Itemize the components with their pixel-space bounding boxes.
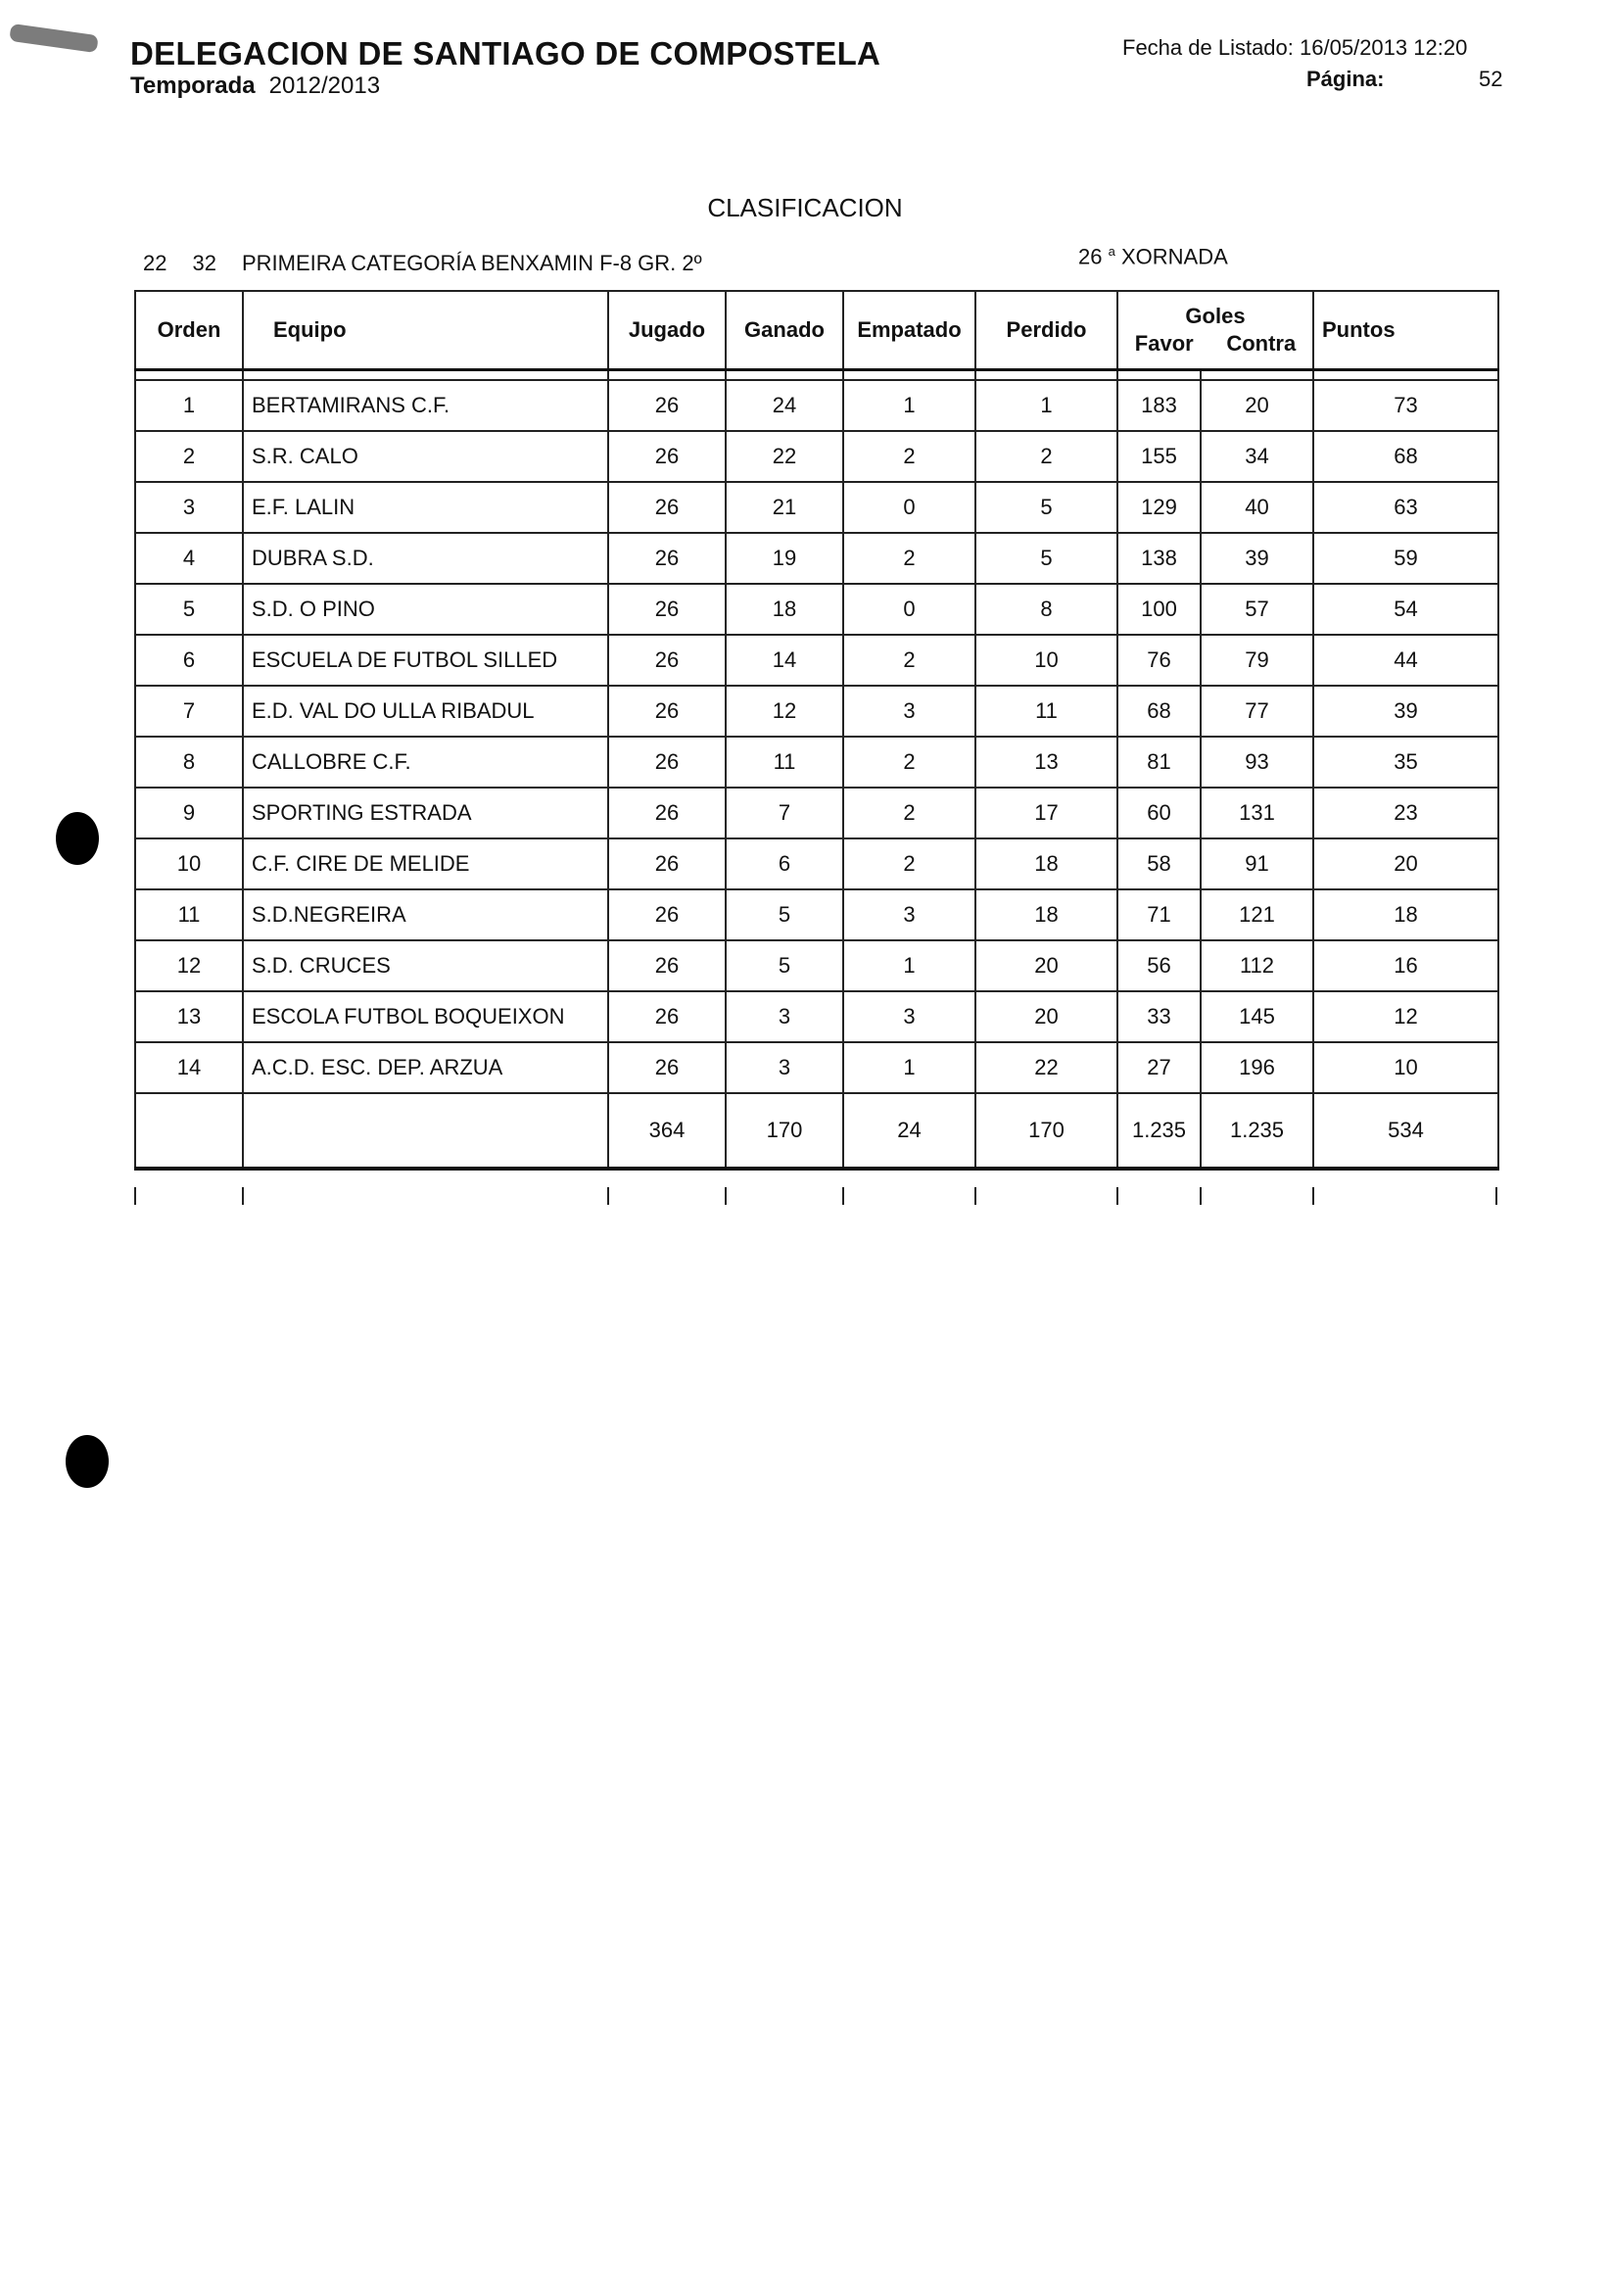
- cell-equipo: BERTAMIRANS C.F.: [243, 380, 608, 431]
- cell-favor: 155: [1117, 431, 1201, 482]
- cell-jugado: 26: [608, 686, 726, 737]
- cell-favor: 183: [1117, 380, 1201, 431]
- table-row: [135, 584, 1498, 635]
- table-row: [135, 380, 1498, 431]
- table-row: [135, 431, 1498, 482]
- cell-jugado: 26: [608, 533, 726, 584]
- cell-contra: 91: [1201, 838, 1313, 889]
- standings-table: [134, 290, 1499, 1171]
- cell-puntos: 73: [1313, 380, 1498, 431]
- cell-ganado: 3: [726, 1042, 843, 1093]
- cell-ganado: 5: [726, 940, 843, 991]
- cell-puntos: 54: [1313, 584, 1498, 635]
- cell-jugado: 26: [608, 584, 726, 635]
- cell-empatado: 2: [843, 737, 975, 788]
- cell-contra: 131: [1201, 788, 1313, 838]
- cell-orden: 9: [135, 788, 243, 838]
- cell-puntos: 23: [1313, 788, 1498, 838]
- cell-perdido: 18: [975, 838, 1117, 889]
- cell-puntos: 59: [1313, 533, 1498, 584]
- cell-orden: 11: [135, 889, 243, 940]
- table-rule: [607, 1187, 609, 1205]
- table-rule: [1200, 1187, 1202, 1205]
- cell-equipo: S.D. CRUCES: [243, 940, 608, 991]
- listing-date: [1122, 35, 1467, 61]
- cell-orden: 5: [135, 584, 243, 635]
- cell-contra: 79: [1201, 635, 1313, 686]
- cell-empatado: 2: [843, 431, 975, 482]
- table-rule: [1116, 1187, 1118, 1205]
- cell-perdido: 11: [975, 686, 1117, 737]
- cell-puntos: 16: [1313, 940, 1498, 991]
- col-goles: [1117, 291, 1313, 370]
- col-contra: Contra: [1226, 331, 1297, 356]
- cell-equipo: S.D. O PINO: [243, 584, 608, 635]
- cell-favor: 129: [1117, 482, 1201, 533]
- cell-ganado: 21: [726, 482, 843, 533]
- col-empatado: Empatado: [843, 291, 975, 370]
- table-rule: [974, 1187, 976, 1205]
- cell-ganado: 3: [726, 991, 843, 1042]
- cell-jugado: 26: [608, 431, 726, 482]
- table-rule: [1312, 1187, 1314, 1205]
- cell-equipo: ESCOLA FUTBOL BOQUEIXON: [243, 991, 608, 1042]
- total-favor: 1.235: [1117, 1093, 1201, 1169]
- cell-empatado: 0: [843, 482, 975, 533]
- cell-orden: 6: [135, 635, 243, 686]
- cell-puntos: 35: [1313, 737, 1498, 788]
- cell-jugado: 26: [608, 737, 726, 788]
- cell-empatado: 3: [843, 991, 975, 1042]
- cell-perdido: 5: [975, 533, 1117, 584]
- cell-orden: 14: [135, 1042, 243, 1093]
- cell-orden: 3: [135, 482, 243, 533]
- cell-favor: 138: [1117, 533, 1201, 584]
- table-row: [135, 788, 1498, 838]
- table-row: [135, 686, 1498, 737]
- cell-favor: 81: [1117, 737, 1201, 788]
- cell-equipo: S.D.NEGREIRA: [243, 889, 608, 940]
- cell-perdido: 1: [975, 380, 1117, 431]
- cell-ganado: 12: [726, 686, 843, 737]
- col-jugado: Jugado: [608, 291, 726, 370]
- cell-jugado: 26: [608, 380, 726, 431]
- cell-perdido: 17: [975, 788, 1117, 838]
- cell-empatado: 2: [843, 788, 975, 838]
- totals-row: [135, 1093, 1498, 1169]
- cell-favor: 76: [1117, 635, 1201, 686]
- season-label: Temporada: [130, 72, 256, 99]
- cell-favor: 68: [1117, 686, 1201, 737]
- cell-equipo: C.F. CIRE DE MELIDE: [243, 838, 608, 889]
- cell-empatado: 2: [843, 533, 975, 584]
- cell-contra: 112: [1201, 940, 1313, 991]
- total-contra: 1.235: [1201, 1093, 1313, 1169]
- cell-contra: 20: [1201, 380, 1313, 431]
- organization-name: DELEGACION DE SANTIAGO DE COMPOSTELA: [130, 35, 881, 72]
- cell-ganado: 24: [726, 380, 843, 431]
- cell-jugado: 26: [608, 788, 726, 838]
- goles-label: Goles: [1185, 304, 1246, 328]
- cell-puntos: 12: [1313, 991, 1498, 1042]
- table-rule: [134, 1187, 136, 1205]
- cell-ganado: 6: [726, 838, 843, 889]
- table-rule: [725, 1187, 727, 1205]
- cell-equipo: CALLOBRE C.F.: [243, 737, 608, 788]
- season: [130, 72, 380, 100]
- total-empatado: 24: [843, 1093, 975, 1169]
- jornada-label: XORNADA: [1120, 244, 1228, 269]
- category-name: PRIMEIRA CATEGORÍA BENXAMIN F-8 GR. 2º: [241, 251, 702, 275]
- table-row: [135, 635, 1498, 686]
- cell-favor: 100: [1117, 584, 1201, 635]
- cell-puntos: 20: [1313, 838, 1498, 889]
- page-label: Página:: [1306, 67, 1385, 91]
- cell-contra: 34: [1201, 431, 1313, 482]
- total-ganado: 170: [726, 1093, 843, 1169]
- table-row: [135, 482, 1498, 533]
- cell-orden: 2: [135, 431, 243, 482]
- cell-contra: 77: [1201, 686, 1313, 737]
- cell-ganado: 14: [726, 635, 843, 686]
- page-title: CLASIFICACION: [707, 193, 903, 222]
- page-number: 52: [1479, 67, 1503, 91]
- cell-empatado: 2: [843, 838, 975, 889]
- fecha-label: Fecha de Listado:: [1122, 35, 1294, 60]
- jornada-ordinal: a: [1108, 244, 1115, 259]
- cell-jugado: 26: [608, 889, 726, 940]
- cell-equipo: S.R. CALO: [243, 431, 608, 482]
- cell-equipo: ESCUELA DE FUTBOL SILLED: [243, 635, 608, 686]
- cell-puntos: 39: [1313, 686, 1498, 737]
- cell-orden: 12: [135, 940, 243, 991]
- cell-ganado: 11: [726, 737, 843, 788]
- cell-perdido: 20: [975, 991, 1117, 1042]
- table-rule: [1495, 1187, 1497, 1205]
- col-ganado: Ganado: [726, 291, 843, 370]
- cell-perdido: 20: [975, 940, 1117, 991]
- cell-jugado: 26: [608, 482, 726, 533]
- cell-orden: 1: [135, 380, 243, 431]
- cell-perdido: 2: [975, 431, 1117, 482]
- cell-puntos: 10: [1313, 1042, 1498, 1093]
- cell-favor: 27: [1117, 1042, 1201, 1093]
- punch-hole: [56, 812, 99, 865]
- cell-ganado: 18: [726, 584, 843, 635]
- total-jugado: 364: [608, 1093, 726, 1169]
- cell-contra: 39: [1201, 533, 1313, 584]
- cell-empatado: 1: [843, 1042, 975, 1093]
- table-row: [135, 533, 1498, 584]
- table-row: [135, 838, 1498, 889]
- cell-ganado: 5: [726, 889, 843, 940]
- cell-empatado: 3: [843, 889, 975, 940]
- table-rule: [242, 1187, 244, 1205]
- cell-jugado: 26: [608, 838, 726, 889]
- col-puntos: Puntos: [1313, 291, 1498, 370]
- scan-smudge: [9, 24, 99, 53]
- header-spacer: [135, 370, 1498, 381]
- cell-contra: 196: [1201, 1042, 1313, 1093]
- cell-contra: 40: [1201, 482, 1313, 533]
- cell-favor: 60: [1117, 788, 1201, 838]
- punch-hole: [66, 1435, 109, 1488]
- table-row: [135, 889, 1498, 940]
- cell-perdido: 5: [975, 482, 1117, 533]
- cell-contra: 57: [1201, 584, 1313, 635]
- cell-equipo: E.F. LALIN: [243, 482, 608, 533]
- cell-jugado: 26: [608, 940, 726, 991]
- cell-empatado: 0: [843, 584, 975, 635]
- cell-contra: 121: [1201, 889, 1313, 940]
- cell-contra: 145: [1201, 991, 1313, 1042]
- cell-ganado: 19: [726, 533, 843, 584]
- cell-orden: 8: [135, 737, 243, 788]
- cell-equipo: E.D. VAL DO ULLA RIBADUL: [243, 686, 608, 737]
- category-code-1: 22: [143, 251, 167, 275]
- cell-empatado: 3: [843, 686, 975, 737]
- cell-perdido: 8: [975, 584, 1117, 635]
- cell-empatado: 1: [843, 940, 975, 991]
- fecha-value: 16/05/2013 12:20: [1300, 35, 1468, 60]
- cell-equipo: SPORTING ESTRADA: [243, 788, 608, 838]
- cell-perdido: 10: [975, 635, 1117, 686]
- cell-empatado: 2: [843, 635, 975, 686]
- table-row: [135, 991, 1498, 1042]
- table-rule: [842, 1187, 844, 1205]
- cell-favor: 56: [1117, 940, 1201, 991]
- table-row: [135, 1042, 1498, 1093]
- cell-perdido: 13: [975, 737, 1117, 788]
- cell-favor: 71: [1117, 889, 1201, 940]
- cell-orden: 7: [135, 686, 243, 737]
- category-line: [143, 251, 702, 276]
- cell-perdido: 22: [975, 1042, 1117, 1093]
- jornada-number: 26: [1078, 244, 1103, 269]
- cell-equipo: DUBRA S.D.: [243, 533, 608, 584]
- cell-orden: 4: [135, 533, 243, 584]
- cell-contra: 93: [1201, 737, 1313, 788]
- cell-puntos: 63: [1313, 482, 1498, 533]
- total-puntos: 534: [1313, 1093, 1498, 1169]
- season-value: 2012/2013: [268, 72, 381, 99]
- cell-ganado: 7: [726, 788, 843, 838]
- col-perdido: Perdido: [975, 291, 1117, 370]
- cell-orden: 10: [135, 838, 243, 889]
- category-code-2: 32: [192, 251, 216, 275]
- cell-favor: 33: [1117, 991, 1201, 1042]
- total-perdido: 170: [975, 1093, 1117, 1169]
- cell-puntos: 18: [1313, 889, 1498, 940]
- cell-jugado: 26: [608, 991, 726, 1042]
- col-orden: Orden: [135, 291, 243, 370]
- col-equipo: Equipo: [243, 291, 608, 370]
- table-row: [135, 737, 1498, 788]
- cell-jugado: 26: [608, 1042, 726, 1093]
- col-favor: Favor: [1134, 331, 1194, 356]
- cell-perdido: 18: [975, 889, 1117, 940]
- cell-puntos: 68: [1313, 431, 1498, 482]
- table-row: [135, 940, 1498, 991]
- cell-equipo: A.C.D. ESC. DEP. ARZUA: [243, 1042, 608, 1093]
- jornada: [1078, 244, 1228, 269]
- cell-ganado: 22: [726, 431, 843, 482]
- cell-favor: 58: [1117, 838, 1201, 889]
- cell-jugado: 26: [608, 635, 726, 686]
- cell-orden: 13: [135, 991, 243, 1042]
- header-row: [135, 291, 1498, 370]
- cell-puntos: 44: [1313, 635, 1498, 686]
- cell-empatado: 1: [843, 380, 975, 431]
